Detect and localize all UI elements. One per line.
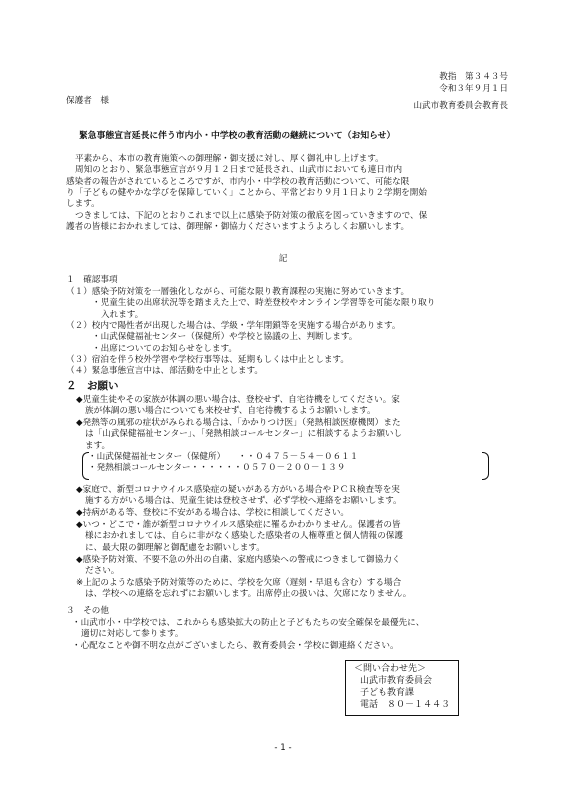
intro-line: します。 [66,199,100,210]
section3-heading: ３ その他 [66,606,109,616]
request-line: ◆発熱等の風邪の症状がみられる場合は、「かかりつけ医」（発熱相談医療機関）また [76,418,401,428]
request-2 [76,418,402,452]
doc-title: 緊急事態宣言延長に伴う市内小・中学校の教育活動の継続について（お知らせ） [79,131,396,141]
s1-line: ・出席についてのお知らせをします。 [92,343,237,354]
s3-line: 適切に対応して参ります。 [81,629,184,640]
section3-body [72,618,424,652]
ki-mark: 記 [278,254,288,264]
absence-note [76,578,411,601]
intro-line: り「子どもの健やかな学びを保障していく」ことから、平常どおり９月１日より２学期を開始 [66,188,427,199]
request-6 [76,555,400,578]
request-line: に、最大限の御理解と御配慮をお願いします。 [85,542,265,553]
request-line: 族が体調の悪い場合についても来校せず、自宅待機するようお願いします。 [85,406,376,417]
s1-line: ・児童生徒の出席状況等を踏まえた上で、時差登校やオンライン学習等を可能な限り取り [92,298,436,309]
contact-phone: 電話 ８０－１４４３ [360,699,451,710]
contact-dept: 子ども教育課 [360,687,415,698]
contact-org: 山武市教育委員会 [360,675,433,686]
s1-line: （３）宿泊を伴う校外学習や学校行事等は、延期もしくは中止とします。 [66,355,349,366]
request-line: ◆いつ・どこで・誰が新型コロナウイルス感染症に罹るかわかりません。保護者の皆 [76,520,401,530]
intro-line: つきましては、下記のとおりこれまで以上に感染予防対策の徹底を図っていきますので、保 [75,210,428,221]
request-1 [76,395,400,418]
request-line: ◆家庭で、新型コロナウイルス感染症の疑いがある方がいる場合やＰＣＲ検査等を実 [76,485,400,495]
contact-box [345,660,459,716]
phone-list [88,452,358,475]
intro-line: 平素から、本市の教育施策への御理解・御支援に対し、厚く御礼申し上げます。 [75,154,384,164]
intro-line: 護者の皆様におかれましては、御理解・御協力くださいますようよろしくお願いします。 [66,222,410,233]
doc-date: 令和３年９月１日 [439,84,508,94]
request-line: は「山武保健福祉センター」、「発熱相談コールセンター」に相談するようお願いし [85,429,403,440]
contact-label: ＜問い合わせ先＞ [354,664,427,674]
s3-line: ・山武市小・中学校では、これからも感染拡大の防止と子どもたちの安全確保を最優先に、 [72,618,425,628]
note-line: は、学校への連絡を忘れずにお願いします。出席停止の扱いは、欠席になりません。 [85,589,412,600]
s1-line: （４）緊急事態宣言中は、部活動を中止とします。 [66,366,263,377]
phone-bracket-right [482,452,489,480]
section2-heading: ２ お願い [66,380,119,392]
phone-call-center: ・発熱相談コールセンター・・・・・・０５７０－２００－１３９ [88,463,346,474]
s1-line: 入れます。 [101,309,144,320]
note-line: ※上記のような感染予防対策等のために、学校を欠席（遅刻・早退も含む）する場合 [76,578,402,588]
request-3 [76,485,402,508]
recipient: 保護者 様 [66,96,109,106]
intro-line: 周知のとおり、緊急事態宣言が９月１２日まで延長され、山武市においても連日市内 [75,165,403,176]
sender: 山武市教育委員会教育長 [413,101,508,111]
intro-paragraph [66,154,427,233]
s3-line: ・心配なことや御不明な点がございましたら、教育委員会・学校に御連絡ください。 [72,640,399,651]
request-line: ます。 [85,440,111,451]
section1-heading: １ 確認事項 [66,275,118,285]
intro-line: 感染者の報告がされているところですが、市内小・中学校の教育活動について、可能な限 [66,176,410,187]
s1-line: （２）校内で陽性者が出現した場合は、学級・学年閉鎖等を実施する場合があります。 [66,321,401,332]
request-5 [76,520,403,554]
request-line: ださい。 [85,566,120,577]
request-line: 施する方がいる場合は、児童生徒は登校させず、必ず学校へ連絡をお願いします。 [85,496,402,507]
section1-body [66,287,435,378]
request-line: ◆感染予防対策、不要不急の外出の自粛、家庭内感染への警戒につきまして御協力く [76,555,401,565]
page-number: - 1 - [274,743,292,753]
s1-line: ・山武保健福祉センター（保健所）や学校と協議の上、判断します。 [92,332,358,343]
request-line: ◆児童生徒やその家族が体調の悪い場合は、登校せず、自宅待機をしてください。家 [76,395,400,405]
phone-health-center: ・山武保健福祉センター（保健所） ・・０４７５－５４－０６１１ [88,452,359,462]
doc-number: 教指 第３４３号 [439,72,508,82]
request-4: ◆持病がある等、登校に不安がある場合は、学校に相談してください。 [76,508,350,518]
s1-line: （１）感染予防対策を一層強化しながら、可能な限り教育課程の実施に努めていきます。 [66,287,410,297]
request-line: 様におかれましては、自らに非がなく感染した感染者の人権尊重と個人情報の保護 [85,531,403,542]
